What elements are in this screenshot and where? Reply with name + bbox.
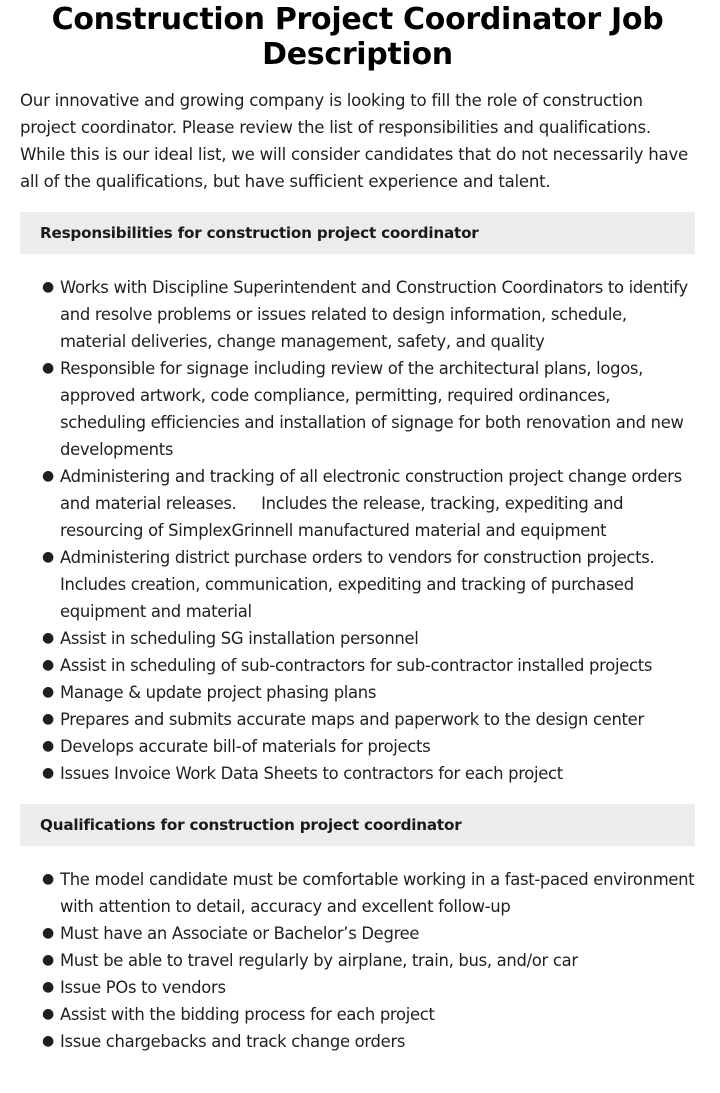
- qualifications-heading: Qualifications for construction project coordinator: [20, 804, 695, 846]
- bullet-icon: ●: [42, 1033, 54, 1049]
- responsibilities-heading: Responsibilities for construction project coordinator: [20, 212, 695, 254]
- bullet-icon: ●: [42, 279, 54, 295]
- bullet-icon: ●: [42, 684, 54, 700]
- bullet-icon: ●: [42, 979, 54, 995]
- bullet-icon: ●: [42, 630, 54, 646]
- bullet-icon: ●: [42, 738, 54, 754]
- list-item: ● The model candidate must be comfortable working in a fast-paced environment with attention to detail, accuracy and excellent follow-up: [60, 866, 695, 920]
- list-item: ● Administering district purchase orders to vendors for construction projects. Includes creation, communication, expediting and tracking of purchased equipment and material: [60, 544, 695, 625]
- list-item: ● Prepares and submits accurate maps and paperwork to the design center: [60, 706, 695, 733]
- list-item: ● Assist with the bidding process for each project: [60, 1001, 695, 1028]
- list-item: ● Issue chargebacks and track change orders: [60, 1028, 695, 1055]
- bullet-icon: ●: [42, 711, 54, 727]
- list-item: ● Responsible for signage including review of the architectural plans, logos, approved artwork, code compliance, permitting, required ordinances, scheduling efficiencies and installation of signage for both renovation and new developments: [60, 355, 695, 463]
- list-item: ● Manage & update project phasing plans: [60, 679, 695, 706]
- list-item: ● Must be able to travel regularly by airplane, train, bus, and/or car: [60, 947, 695, 974]
- bullet-icon: ●: [42, 657, 54, 673]
- list-item: ● Assist in scheduling SG installation personnel: [60, 625, 695, 652]
- list-item: ● Develops accurate bill-of materials for projects: [60, 733, 695, 760]
- bullet-icon: ●: [42, 468, 54, 484]
- bullet-icon: ●: [42, 925, 54, 941]
- responsibilities-list: [20, 274, 695, 787]
- list-item: ● Must have an Associate or Bachelor’s Degree: [60, 920, 695, 947]
- bullet-icon: ●: [42, 871, 54, 887]
- list-item: ● Issue POs to vendors: [60, 974, 695, 1001]
- list-item: ● Administering and tracking of all electronic construction project change orders and material releases. Includes the release, tracking, expediting and resourcing of SimplexGrinnell manufactured material and equipment: [60, 463, 695, 544]
- list-item: ● Assist in scheduling of sub-contractors for sub-contractor installed projects: [60, 652, 695, 679]
- bullet-icon: ●: [42, 952, 54, 968]
- list-item: ● Issues Invoice Work Data Sheets to contractors for each project: [60, 760, 695, 787]
- qualifications-list: [20, 866, 700, 1055]
- bullet-icon: ●: [42, 549, 54, 565]
- bullet-icon: ●: [42, 765, 54, 781]
- job-description-page: [0, 2, 720, 1055]
- page-title: Construction Project Coordinator Job Description: [51, 2, 664, 72]
- list-item: ● Works with Discipline Superintendent and Construction Coordinators to identify and resolve problems or issues related to design information, schedule, material deliveries, change management, safety, and quality: [60, 274, 695, 355]
- bullet-icon: ●: [42, 1006, 54, 1022]
- bullet-icon: ●: [42, 360, 54, 376]
- intro-paragraph: Our innovative and growing company is looking to fill the role of construction project coordinator. Please review the list of responsibilities and qualifications. While this is our ideal list, we will consider candidates that do not necessarily have all of the qualifications, but have sufficient experience and talent.: [20, 91, 688, 191]
